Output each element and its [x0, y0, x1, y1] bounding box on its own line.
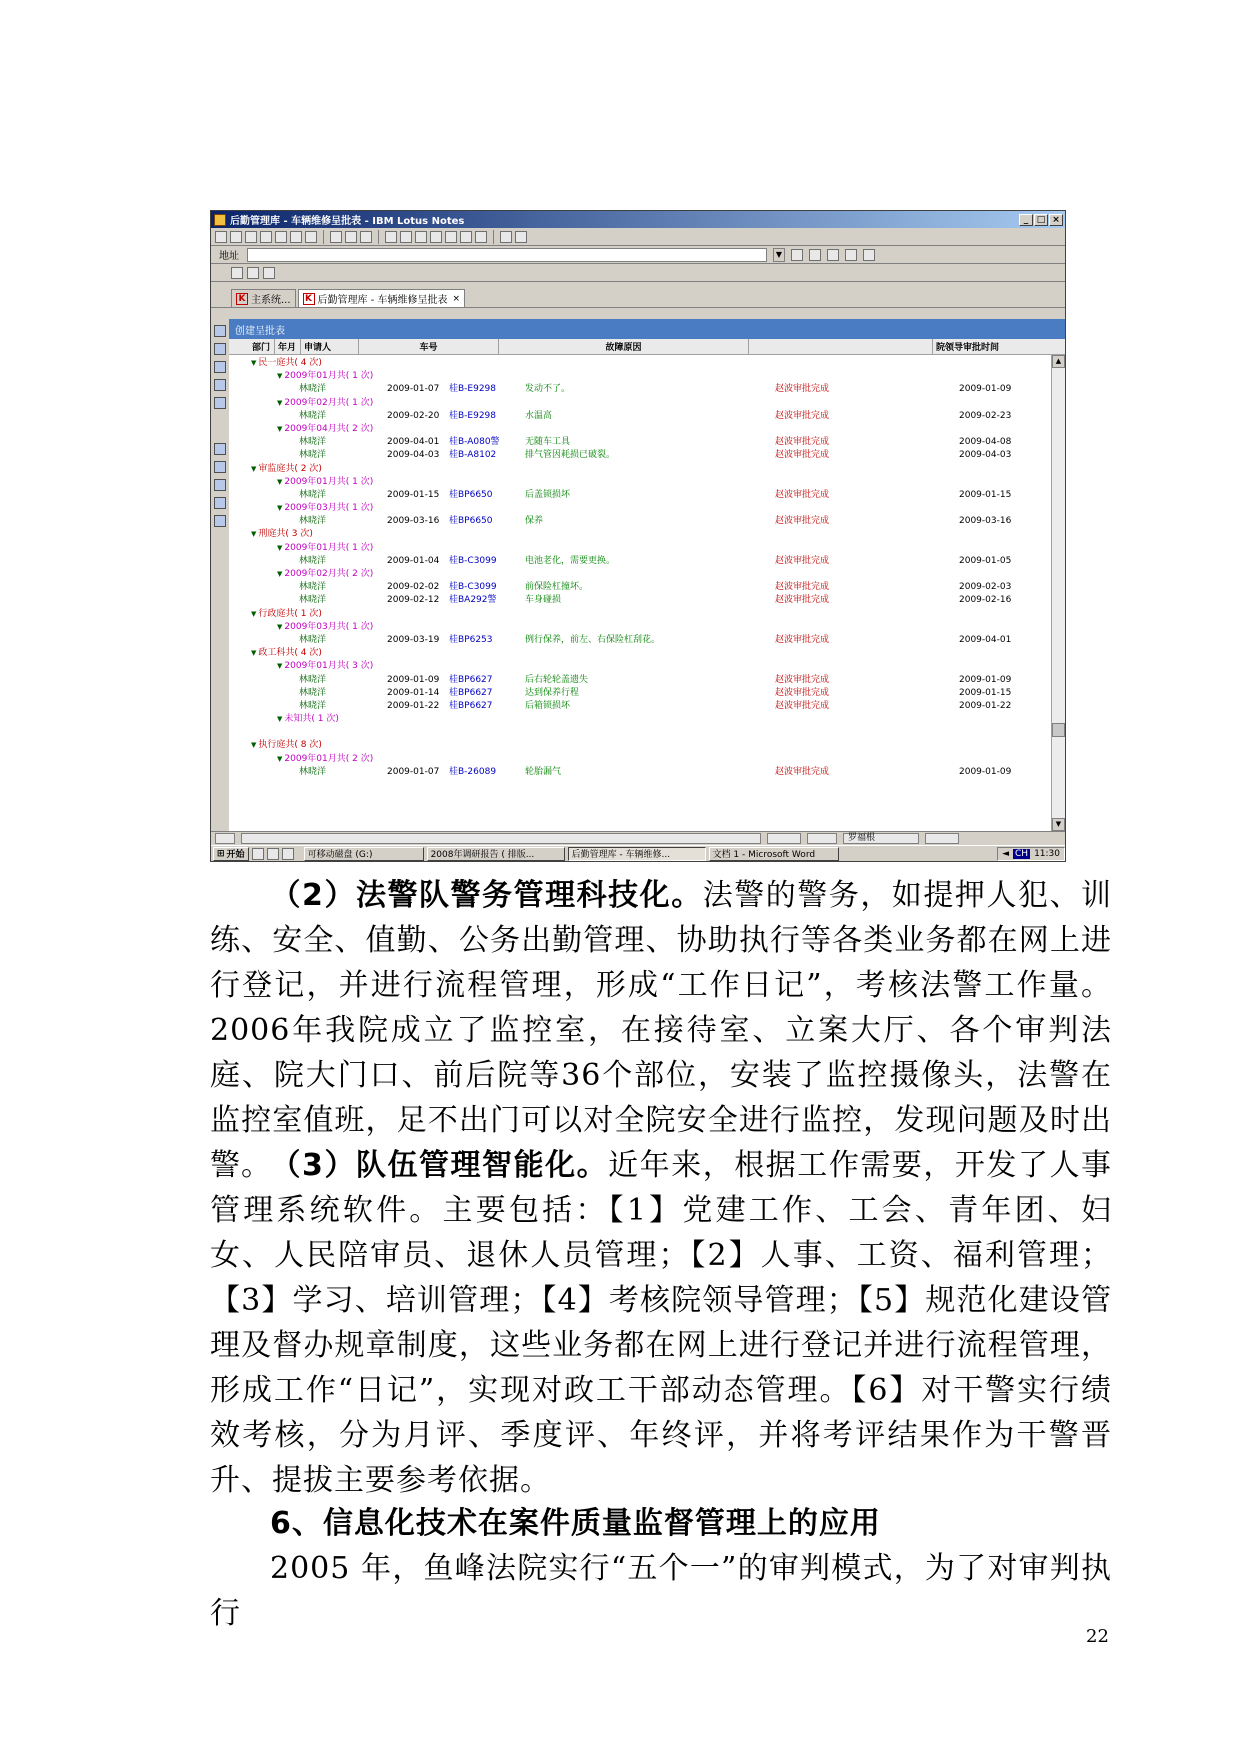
- category-row[interactable]: [229, 739, 1051, 752]
- expand-triangle-icon[interactable]: ▼: [277, 543, 283, 552]
- contacts-icon[interactable]: [247, 267, 259, 279]
- cell-car: 桂B-A8102: [449, 450, 497, 461]
- cell-approve: 2009-01-15: [959, 489, 1012, 500]
- outlook-icon[interactable]: [282, 848, 294, 860]
- cell-car: 桂B-26089: [449, 766, 497, 777]
- cell-reason: 电池老化，需要更换。: [525, 555, 616, 566]
- start-button[interactable]: [213, 847, 249, 861]
- status-box[interactable]: [807, 833, 837, 844]
- view-rows: [229, 355, 1051, 831]
- expand-triangle-icon[interactable]: ▼: [277, 504, 283, 513]
- bookmark-rail: [211, 319, 229, 831]
- todo-icon[interactable]: [214, 379, 226, 391]
- paragraph-body: 法警的警务，如提押人犯、训练、安全、值勤、公务出勤管理、协助执行等各类业务都在网上进行登记，并进行流程管理，形成“工作日记”，考核法警工作量。2006年我院成立了监控室，在接待室、立案大厅、各个审判法庭、院大门口、前后院等36个部位，安装了监控摄像头，法警在监控室值班，足不出门可以对全院安全进行监控，发现问题及时出警。: [210, 878, 1113, 1183]
- category-label: 行政庭共( 1 次): [258, 608, 322, 619]
- replication-icon[interactable]: [214, 397, 226, 409]
- cell-name: 林晓洋: [299, 766, 327, 777]
- cell-approve: 2009-01-09: [959, 674, 1012, 685]
- tab-vehicle-repair[interactable]: [298, 289, 466, 307]
- taskbar-item[interactable]: 可移动磁盘 (G:): [304, 847, 424, 861]
- document-row[interactable]: [229, 383, 1051, 396]
- section-heading: 6、信息化技术在案件质量监督管理上的应用: [270, 1506, 881, 1541]
- expand-icon[interactable]: [460, 231, 472, 243]
- cell-approve: 2009-04-01: [959, 634, 1012, 645]
- document-row[interactable]: [229, 634, 1051, 647]
- month-category-row[interactable]: [229, 476, 1051, 489]
- document-row[interactable]: [229, 410, 1051, 423]
- expand-triangle-icon[interactable]: ▼: [277, 424, 283, 433]
- create-approval-button[interactable]: 创建呈批表: [235, 325, 285, 337]
- cell-status: 赵波审批完成: [775, 437, 830, 448]
- forward-icon[interactable]: [809, 249, 821, 261]
- category-row[interactable]: [229, 608, 1051, 621]
- category-label: 2009年03月共( 1 次): [284, 503, 374, 514]
- column-header: [749, 339, 933, 354]
- cell-date: 2009-01-15: [387, 489, 440, 500]
- clock[interactable]: 11:30: [1034, 848, 1060, 859]
- paragraph-lead: （3）队伍管理智能化。: [270, 1148, 609, 1183]
- cell-name: 林晓洋: [299, 687, 327, 698]
- cell-car: 桂B-C3099: [449, 555, 497, 566]
- paste-icon[interactable]: [360, 231, 372, 243]
- expand-triangle-icon[interactable]: ▼: [251, 649, 257, 658]
- navigate-down-icon[interactable]: [400, 231, 412, 243]
- category-label: 政工科共( 4 次): [258, 648, 322, 659]
- cell-reason: 后箱锁损坏: [525, 700, 571, 711]
- cell-date: 2009-01-07: [387, 384, 440, 395]
- close-button[interactable]: ×: [1049, 214, 1063, 226]
- category-label: 审监庭共( 2 次): [258, 463, 322, 474]
- month-category-row[interactable]: [229, 370, 1051, 383]
- start-label: 开始: [226, 850, 245, 860]
- address-bar: [211, 246, 1065, 264]
- toolbar-separator: [493, 230, 494, 244]
- cell-date: 2009-01-04: [387, 555, 440, 566]
- cell-car: 桂B-E9298: [449, 410, 497, 421]
- document-icon[interactable]: [263, 267, 275, 279]
- notes-icon: K: [236, 293, 248, 305]
- address-label: 地址: [219, 251, 239, 262]
- copy-icon[interactable]: [345, 231, 357, 243]
- refresh-icon[interactable]: [445, 231, 457, 243]
- main-toolbar: [211, 228, 1065, 246]
- home-icon[interactable]: [215, 231, 227, 243]
- cell-status: 赵波审批完成: [775, 384, 830, 395]
- stop-icon[interactable]: [827, 249, 839, 261]
- main-area: [211, 319, 1065, 831]
- cell-reason: 排气管因耗损已破裂。: [525, 450, 616, 461]
- expand-triangle-icon[interactable]: ▼: [277, 754, 283, 763]
- month-category-row[interactable]: [229, 542, 1051, 555]
- database-icon[interactable]: [214, 461, 226, 473]
- cell-name: 林晓洋: [299, 582, 327, 593]
- reload-icon[interactable]: [845, 249, 857, 261]
- system-tray: [997, 847, 1065, 861]
- document-row[interactable]: [229, 515, 1051, 528]
- cell-car: 桂BP6253: [449, 634, 493, 645]
- horizontal-scrollbar[interactable]: [241, 833, 761, 844]
- category-label: 刑庭共( 3 次): [258, 529, 313, 540]
- cell-car: 桂BP6627: [449, 674, 493, 685]
- cell-status: 赵波审批完成: [775, 595, 830, 606]
- scroll-up-icon[interactable]: ▲: [1052, 355, 1065, 368]
- cell-date: 2009-04-01: [387, 437, 440, 448]
- expand-triangle-icon[interactable]: ▼: [251, 609, 257, 618]
- cell-name: 林晓洋: [299, 595, 327, 606]
- cell-car: 桂B-C3099: [449, 582, 497, 593]
- status-box[interactable]: [925, 833, 959, 844]
- back-icon[interactable]: [791, 249, 803, 261]
- document-row[interactable]: [229, 766, 1051, 779]
- navigate-next-icon[interactable]: [415, 231, 427, 243]
- windows-logo-icon: ⊞: [217, 848, 225, 859]
- cell-status: 赵波审批完成: [775, 674, 830, 685]
- page-number: 22: [1086, 1626, 1109, 1647]
- cell-date: 2009-03-19: [387, 634, 440, 645]
- cell-name: 林晓洋: [299, 410, 327, 421]
- status-bar: [211, 831, 1065, 845]
- cell-car: 桂B-A080警: [449, 437, 500, 448]
- scroll-down-icon[interactable]: ▼: [1052, 818, 1065, 831]
- cell-name: 林晓洋: [299, 555, 327, 566]
- cell-car: 桂BP6650: [449, 516, 493, 527]
- tab-strip: [211, 288, 1065, 308]
- navigate-prev-icon[interactable]: [430, 231, 442, 243]
- calendar-icon[interactable]: [214, 343, 226, 355]
- scroll-thumb[interactable]: [1052, 723, 1065, 737]
- cell-approve: 2009-01-05: [959, 555, 1012, 566]
- cell-car: 桂BP6627: [449, 700, 493, 711]
- cell-car: 桂BP6650: [449, 489, 493, 500]
- month-category-row[interactable]: [229, 568, 1051, 581]
- cell-status: 赵波审批完成: [775, 516, 830, 527]
- category-label: 未知共( 1 次): [284, 714, 339, 725]
- column-header[interactable]: 院领导审批时间: [936, 343, 1000, 353]
- paragraph-body: 2005 年，鱼峰法院实行“五个一”的审判模式，为了对审判执行: [210, 1551, 1112, 1631]
- expand-triangle-icon[interactable]: ▼: [251, 741, 257, 750]
- status-box: [215, 833, 235, 844]
- paragraph-quality-intro: [210, 1546, 1112, 1636]
- document-row[interactable]: [229, 674, 1051, 687]
- taskbar-item[interactable]: 文档 1 - Microsoft Word: [709, 847, 839, 861]
- column-header[interactable]: 故障原因: [499, 339, 749, 354]
- database-icon[interactable]: [214, 479, 226, 491]
- column-headers: [229, 339, 1065, 355]
- tab-main-system[interactable]: [231, 289, 296, 307]
- cell-reason: 前保险杠撞坏。: [525, 582, 589, 593]
- cell-reason: 例行保养，前左、右保险杠刮花。: [525, 634, 661, 645]
- paragraph-court-police: [210, 873, 1112, 1188]
- desktop-icon[interactable]: [267, 848, 279, 860]
- category-label: 民一庭共( 4 次): [258, 358, 322, 368]
- window-title: 后勤管理库 - 车辆维修呈批表 - IBM Lotus Notes: [230, 216, 465, 227]
- category-label: 2009年01月共( 2 次): [284, 753, 374, 764]
- cell-car: 桂BA292警: [449, 595, 497, 606]
- cell-reason: 发动不了。: [525, 384, 571, 395]
- app-icon: [214, 214, 226, 226]
- cell-name: 林晓洋: [299, 384, 327, 395]
- print-icon[interactable]: [290, 231, 302, 243]
- taskbar-item[interactable]: 2008年调研报告 ( 排版...: [427, 847, 565, 861]
- category-label: 2009年01月共( 1 次): [284, 476, 374, 487]
- document-row[interactable]: [229, 449, 1051, 462]
- paragraph-body: 近年来，根据工作需要，开发了人事管理系统软件。主要包括：【1】党建工作、工会、青年团、妇女、人民陪审员、退休人员管理；【2】人事、工资、福利管理；【3】学习、培训管理；【4】考核院领导管理；【5】规范化建设管理及督办规章制度，这些业务都在网上进行登记并进行流程管理，形成工作“日记”，实现对政工干部动态管理。【6】对干警实行绩效考核，分为月评、季度评、年终评，并将考评结果作为干警晋升、提拔主要参考依据。: [210, 1148, 1113, 1498]
- cell-date: 2009-02-20: [387, 410, 440, 421]
- chat-icon[interactable]: [231, 267, 243, 279]
- cell-reason: 水温高: [525, 410, 553, 421]
- document-row[interactable]: [229, 700, 1051, 713]
- cell-status: 赵波审批完成: [775, 634, 830, 645]
- navigate-up-icon[interactable]: [385, 231, 397, 243]
- taskbar-item[interactable]: 后勤管理库 - 车辆维修...: [568, 847, 706, 861]
- volume-icon[interactable]: ◄: [1002, 848, 1009, 859]
- cell-status: 赵波审批完成: [775, 410, 830, 421]
- expand-triangle-icon[interactable]: ▼: [277, 662, 283, 671]
- cell-reason: 车身碰损: [525, 595, 562, 606]
- cell-status: 赵波审批完成: [775, 766, 830, 777]
- document-row[interactable]: [229, 436, 1051, 449]
- contacts-icon[interactable]: [214, 361, 226, 373]
- document-row[interactable]: [229, 489, 1051, 502]
- cell-status: 赵波审批完成: [775, 687, 830, 698]
- close-icon[interactable]: ×: [452, 293, 461, 304]
- lang-indicator[interactable]: CH: [1015, 848, 1029, 859]
- month-category-row[interactable]: [229, 397, 1051, 410]
- column-header[interactable]: 年月: [275, 339, 301, 354]
- view-action-bar: [229, 319, 1065, 339]
- vertical-scrollbar[interactable]: [1051, 355, 1065, 831]
- cell-reason: 达到保养行程: [525, 687, 580, 698]
- paragraph-lead: （2）法警队警务管理科技化。: [270, 878, 703, 913]
- column-header[interactable]: 车号: [359, 339, 499, 354]
- save-icon[interactable]: [230, 231, 242, 243]
- cell-car: 桂BP6627: [449, 687, 493, 698]
- cell-name: 林晓洋: [299, 634, 327, 645]
- cell-reason: 轮胎漏气: [525, 766, 562, 777]
- cell-name: 林晓洋: [299, 516, 327, 527]
- cell-date: 2009-01-07: [387, 766, 440, 777]
- status-box[interactable]: [767, 833, 801, 844]
- cell-name: 林晓洋: [299, 489, 327, 500]
- category-label: 2009年02月共( 1 次): [284, 397, 374, 408]
- cell-approve: 2009-01-22: [959, 700, 1012, 711]
- toolbar-separator: [323, 230, 324, 244]
- category-label: 2009年01月共( 3 次): [284, 661, 374, 672]
- search-icon[interactable]: [863, 249, 875, 261]
- cell-approve: 2009-01-15: [959, 687, 1012, 698]
- category-row[interactable]: [229, 528, 1051, 541]
- cut-icon[interactable]: [330, 231, 342, 243]
- chevron-down-icon[interactable]: ▼: [773, 248, 785, 262]
- replicate-icon[interactable]: [305, 231, 317, 243]
- notes-icon: K: [303, 293, 315, 305]
- open-icon[interactable]: [245, 231, 257, 243]
- cell-status: 赵波审批完成: [775, 700, 830, 711]
- cell-reason: 保养: [525, 516, 544, 527]
- expand-triangle-icon[interactable]: ▼: [251, 530, 257, 539]
- cell-approve: 2009-02-03: [959, 582, 1012, 593]
- database-icon[interactable]: [214, 497, 226, 509]
- cell-date: 2009-01-14: [387, 687, 440, 698]
- month-category-row[interactable]: [229, 621, 1051, 634]
- cell-status: 赵波审批完成: [775, 555, 830, 566]
- document-row[interactable]: [229, 581, 1051, 594]
- mail-icon[interactable]: [214, 325, 226, 337]
- mail-icon[interactable]: [275, 231, 287, 243]
- paragraph-team-management: [210, 1143, 1112, 1503]
- cell-name: 林晓洋: [299, 450, 327, 461]
- month-category-row[interactable]: [229, 660, 1051, 673]
- cell-approve: 2009-02-23: [959, 410, 1012, 421]
- blank-row: [229, 726, 1051, 739]
- cell-approve: 2009-02-16: [959, 595, 1012, 606]
- column-header[interactable]: 申请人: [301, 339, 359, 354]
- category-row[interactable]: [229, 357, 1051, 370]
- status-user[interactable]: 罗福根: [843, 833, 919, 844]
- windows-taskbar: [211, 845, 1065, 861]
- cell-status: 赵波审批完成: [775, 489, 830, 500]
- cell-name: 林晓洋: [299, 674, 327, 685]
- document-view: [229, 319, 1065, 831]
- cell-reason: 后右轮轮盖遗失: [525, 674, 589, 685]
- document-row[interactable]: [229, 594, 1051, 607]
- cell-date: 2009-02-12: [387, 595, 440, 606]
- category-label: 执行庭共( 8 次): [258, 740, 322, 751]
- cell-reason: 后盖锁损坏: [525, 489, 571, 500]
- maximize-button[interactable]: □: [1034, 214, 1048, 226]
- cell-approve: 2009-01-09: [959, 384, 1012, 395]
- document-row[interactable]: [229, 687, 1051, 700]
- cell-car: 桂B-E9298: [449, 384, 497, 395]
- cell-reason: 无随车工具: [525, 437, 571, 448]
- cell-status: 赵波审批完成: [775, 450, 830, 461]
- cell-approve: 2009-04-08: [959, 437, 1012, 448]
- document-row[interactable]: [229, 555, 1051, 568]
- secondary-toolbar: [211, 264, 1065, 282]
- expand-triangle-icon[interactable]: ▼: [251, 464, 257, 473]
- address-input[interactable]: [247, 248, 767, 262]
- tab-label: 主系统...: [251, 295, 291, 306]
- category-label: 2009年03月共( 1 次): [284, 621, 374, 632]
- month-category-row[interactable]: [229, 502, 1051, 515]
- search-icon[interactable]: [500, 231, 512, 243]
- cell-status: 赵波审批完成: [775, 582, 830, 593]
- ie-icon[interactable]: [252, 848, 264, 860]
- cell-approve: 2009-03-16: [959, 516, 1012, 527]
- cell-date: 2009-01-22: [387, 700, 440, 711]
- expand-triangle-icon[interactable]: ▼: [277, 622, 283, 631]
- cell-name: 林晓洋: [299, 437, 327, 448]
- toolbar-separator: [378, 230, 379, 244]
- category-row[interactable]: [229, 647, 1051, 660]
- column-header[interactable]: 部门: [249, 339, 275, 354]
- category-label: 2009年01月共( 1 次): [284, 542, 374, 553]
- collapse-icon[interactable]: [475, 231, 487, 243]
- cell-name: 林晓洋: [299, 700, 327, 711]
- expand-triangle-icon[interactable]: ▼: [277, 715, 283, 724]
- cell-approve: 2009-01-09: [959, 766, 1012, 777]
- edit-icon[interactable]: [260, 231, 272, 243]
- category-label: 2009年01月共( 1 次): [284, 371, 374, 382]
- database-icon[interactable]: [214, 443, 226, 455]
- lotus-notes-screenshot: [210, 210, 1066, 862]
- expand-triangle-icon[interactable]: ▼: [277, 372, 283, 381]
- window-titlebar: [211, 211, 1065, 228]
- cell-date: 2009-04-03: [387, 450, 440, 461]
- cell-date: 2009-01-09: [387, 674, 440, 685]
- month-category-row[interactable]: [229, 753, 1051, 766]
- database-icon[interactable]: [214, 515, 226, 527]
- expand-triangle-icon[interactable]: ▼: [277, 477, 283, 486]
- month-category-row[interactable]: [229, 423, 1051, 436]
- expand-triangle-icon[interactable]: ▼: [277, 398, 283, 407]
- cell-date: 2009-03-16: [387, 516, 440, 527]
- category-row[interactable]: [229, 463, 1051, 476]
- tab-label: 后勤管理库 - 车辆维修呈批表: [317, 295, 448, 306]
- cell-date: 2009-02-02: [387, 582, 440, 593]
- category-label: 2009年02月共( 2 次): [284, 569, 374, 579]
- category-label: 2009年04月共( 2 次): [284, 423, 374, 434]
- expand-triangle-icon[interactable]: ▼: [277, 570, 283, 578]
- binoculars-icon[interactable]: [515, 231, 527, 243]
- expand-triangle-icon[interactable]: ▼: [251, 359, 257, 367]
- cell-approve: 2009-04-03: [959, 450, 1012, 461]
- minimize-button[interactable]: _: [1019, 214, 1033, 226]
- month-category-row[interactable]: [229, 713, 1051, 726]
